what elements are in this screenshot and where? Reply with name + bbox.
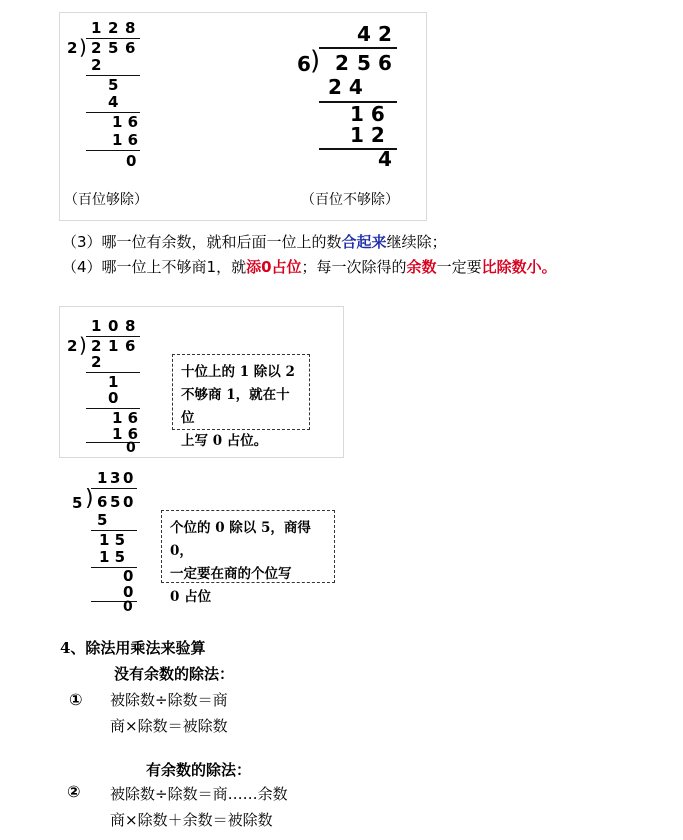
rule-4-highlight-3: 比除数小: [481, 258, 542, 276]
case-1-title: 没有余数的除法：: [114, 665, 235, 683]
step-value: 5: [108, 76, 119, 94]
divisor: 6: [297, 52, 311, 76]
note-line: 个位的 0 除以 5，商得 0，: [170, 520, 311, 559]
case-2-line-2: 商×除数＋余数＝被除数: [110, 811, 273, 829]
case-2-title: 有余数的除法：: [146, 761, 252, 779]
step-value: 1 6: [350, 102, 385, 126]
step-value: 1: [108, 373, 119, 391]
quotient-digit: 1: [91, 317, 102, 335]
note-line: 一定要在商的个位写: [170, 566, 292, 582]
remainder: 0: [126, 440, 136, 456]
quotient-digit: 3: [110, 469, 121, 487]
divisor: 5: [72, 494, 83, 512]
rule-3-suffix: 继续除；: [386, 233, 447, 251]
dividend-digit: 2: [91, 39, 102, 57]
dividend-digit: 6: [125, 337, 136, 355]
section-4-title: 4、除法用乘法来验算: [60, 639, 206, 657]
rule-4-middle: ；每一次除得的: [301, 258, 407, 276]
step-value: 2: [91, 353, 102, 371]
dividend-digit: 6: [97, 493, 108, 511]
rule-4-text: （4）哪一位上不够商1，就: [62, 258, 247, 276]
rule-3: [62, 231, 447, 252]
quotient-digit: 2: [378, 22, 392, 46]
quotient-digit: 1: [91, 19, 102, 37]
dividend-digit: 5: [357, 51, 371, 75]
step-value: 2 4: [328, 75, 363, 99]
division-bracket: ): [79, 333, 87, 357]
quotient-digit: 4: [357, 22, 371, 46]
remainder: 0: [123, 599, 133, 615]
example2-caption: （百位不够除）: [301, 192, 399, 208]
rule-3-highlight: 合起来: [341, 233, 387, 251]
example-130: [59, 463, 349, 618]
division-bracket: ): [310, 46, 321, 76]
remainder: 4: [378, 147, 392, 171]
dividend-digit: 6: [125, 39, 136, 57]
quotient-digit: 8: [125, 317, 136, 335]
case-1-marker: ①: [69, 690, 83, 709]
example-panel-108: [59, 306, 344, 458]
note-box-ones-zero: [161, 510, 335, 605]
rule-4: [62, 256, 557, 277]
dividend-digit: 6: [378, 51, 392, 75]
note-line: 上写 0 占位。: [181, 433, 268, 449]
step-value: 1 6: [112, 113, 139, 131]
rule-4-highlight-1: 添0占位: [246, 258, 302, 276]
dividend-digit: 0: [123, 493, 134, 511]
dividend-digit: 2: [91, 337, 102, 355]
note-line: 0 占位: [170, 589, 212, 605]
dividend-digit: 5: [108, 39, 119, 57]
division-bracket: ): [85, 486, 94, 511]
dividend-digit: 1: [108, 337, 119, 355]
division-bar: [91, 488, 137, 489]
note-line: 十位上的 1 除以 2: [181, 364, 295, 380]
step-value: 0: [108, 389, 119, 407]
case-2-line-1: 被除数÷除数＝商……余数: [110, 785, 288, 803]
step-value: 5: [97, 511, 108, 529]
step-value: 1 2: [350, 123, 385, 147]
quotient-digit: 8: [125, 19, 136, 37]
divisor: 2: [67, 39, 78, 57]
quotient-digit: 1: [97, 469, 108, 487]
example1-caption: （百位够除）: [64, 192, 148, 208]
note-box-tens-zero: [172, 354, 310, 449]
step-value: 1 5: [99, 531, 126, 549]
step-value: 2: [91, 56, 102, 74]
case-2-marker: ②: [67, 782, 81, 801]
note-line: 不够商 1，就在十位: [181, 387, 290, 426]
step-value: 1 5: [99, 548, 126, 566]
step-value: 0: [123, 583, 134, 601]
step-value: 1 6: [112, 131, 139, 149]
rule-4-suffix: 。: [541, 258, 557, 276]
quotient-digit: 0: [123, 469, 134, 487]
case-1-line-1: 被除数÷除数＝商: [110, 691, 228, 709]
step-value: 1 6: [112, 425, 139, 443]
step-value: 4: [108, 93, 119, 111]
rule-3-text: （3）哪一位有余数，就和后面一位上的数: [62, 233, 342, 251]
divisor: 2: [67, 337, 78, 355]
rule-4-middle-2: 一定要: [436, 258, 482, 276]
quotient-digit: 2: [108, 19, 119, 37]
quotient-digit: 0: [108, 317, 119, 335]
step-value: 0: [123, 567, 134, 585]
division-bracket: ): [79, 35, 87, 59]
case-1-line-2: 商×除数＝被除数: [110, 717, 228, 735]
division-bar: [319, 47, 397, 49]
dividend-digit: 2: [335, 51, 349, 75]
step-line: [86, 150, 140, 151]
example-panel-top: [59, 12, 427, 221]
step-value: 1 6: [112, 409, 139, 427]
dividend-digit: 5: [110, 493, 121, 511]
rule-4-highlight-2: 余数: [406, 258, 437, 276]
remainder: 0: [126, 152, 137, 170]
